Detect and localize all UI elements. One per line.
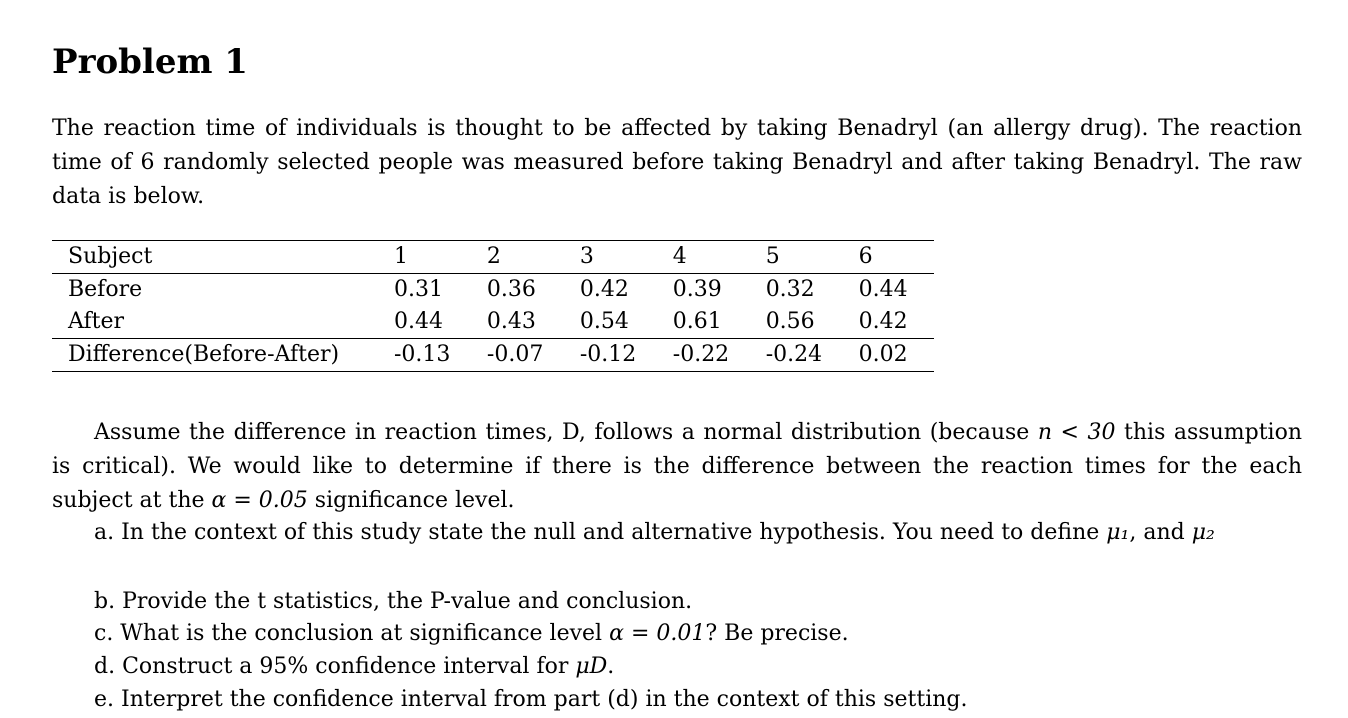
table-cell: 0.56 <box>765 309 815 334</box>
question-d-text: d. Construct a 95% confidence interval for <box>94 654 576 679</box>
table-cell: 0.32 <box>765 277 815 302</box>
question-d <box>94 651 614 683</box>
assumption-text: Assume the difference in reaction times, D, follows a normal distribution (because <box>94 420 1038 445</box>
math-mu1: μ₁ <box>1106 520 1130 545</box>
question-e: e. Interpret the confidence interval from part (d) in the context of this setting. <box>94 687 968 712</box>
question-c <box>94 618 849 650</box>
table-header-row <box>52 241 934 274</box>
question-a <box>52 516 1302 550</box>
table-cell: 0.02 <box>851 339 934 372</box>
table-header-cell: 2 <box>479 241 572 274</box>
table-cell: -0.24 <box>758 339 851 372</box>
table-cell: Before <box>68 277 143 302</box>
question-d-text: . <box>607 654 615 679</box>
table-cell: Difference(Before-After) <box>52 339 386 372</box>
table-cell: -0.12 <box>572 339 665 372</box>
table-header-cell: 4 <box>665 241 758 274</box>
table-header-cell: 3 <box>572 241 665 274</box>
question-c-text: ? Be precise. <box>705 621 849 646</box>
table-cell: After <box>68 309 125 334</box>
math-mu-d: μD <box>575 654 608 679</box>
intro-paragraph: The reaction time of individuals is thought to be affected by taking Benadryl (an allergy drug). The reaction time of 6 randomly selected people was measured before taking Benadryl and after taking Benadryl. The raw data is below. <box>52 116 1302 209</box>
question-a-text: a. In the context of this study state the null and alternative hypothesis. You need to define <box>94 520 1107 545</box>
reaction-time-table <box>52 240 934 372</box>
assumption-paragraph <box>52 416 1302 518</box>
table-row-difference <box>52 339 934 372</box>
math-alpha: α = 0.05 <box>211 488 308 513</box>
table-row-after <box>52 306 934 339</box>
question-c-text: c. What is the conclusion at significance level <box>94 621 610 646</box>
math-n: n < 30 <box>1037 420 1116 445</box>
table-header-cell: 6 <box>851 241 934 274</box>
question-b: b. Provide the t statistics, the P-value and conclusion. <box>94 589 693 614</box>
math-alpha: α = 0.01 <box>609 621 706 646</box>
problem-title: Problem 1 <box>52 42 248 82</box>
table-cell: -0.13 <box>386 339 479 372</box>
table-cell: 0.39 <box>672 277 722 302</box>
table-cell: -0.22 <box>665 339 758 372</box>
table-header-cell: Subject <box>52 241 386 274</box>
table-cell: 0.54 <box>579 309 629 334</box>
table-cell: 0.31 <box>394 277 443 302</box>
table-cell: 0.44 <box>858 277 908 302</box>
table-cell: 0.61 <box>672 309 722 334</box>
table-row-before <box>52 274 934 307</box>
math-mu2: μ₂ <box>1191 520 1215 545</box>
assumption-text: this assumption is critical). We would like to determine if there is the difference between the reaction times for the each subject at the <box>52 420 1302 513</box>
question-a-text: , and <box>1129 520 1192 545</box>
table-cell: 0.42 <box>858 309 908 334</box>
table-header-cell: 1 <box>386 241 479 274</box>
table-cell: 0.42 <box>579 277 629 302</box>
table-cell: 0.43 <box>486 309 536 334</box>
table-header-cell: 5 <box>758 241 851 274</box>
assumption-text: significance level. <box>307 488 515 513</box>
table-cell: 0.44 <box>394 309 443 334</box>
table-cell: 0.36 <box>486 277 536 302</box>
table-cell: -0.07 <box>479 339 572 372</box>
